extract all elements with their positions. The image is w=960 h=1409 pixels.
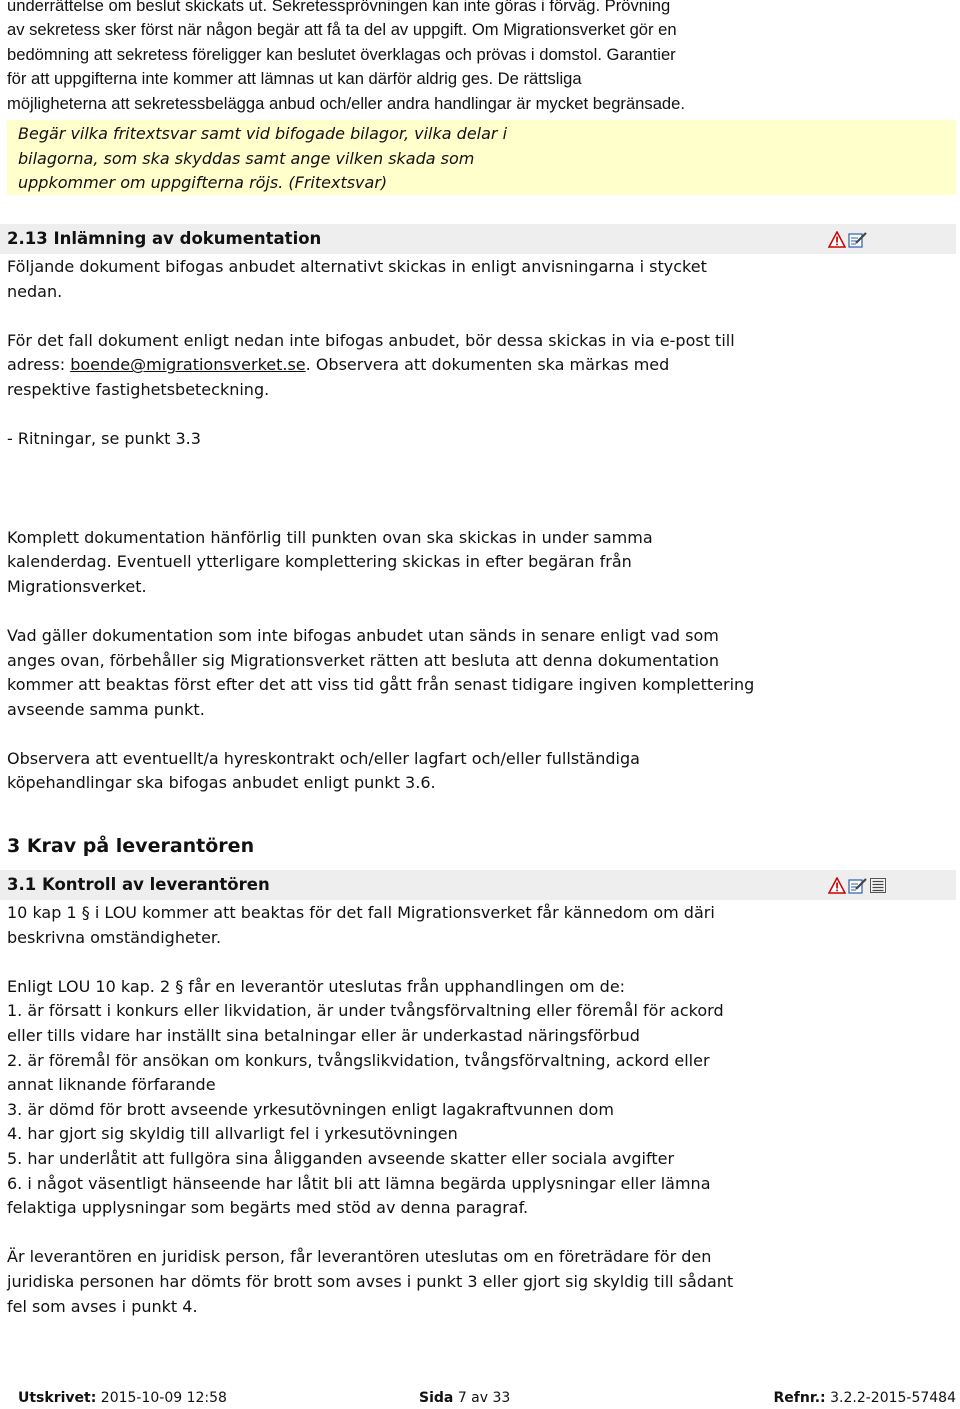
- text-line: av sekretess sker först när någon begär att få ta del av uppgift. Om Migrationsverket gör en: [7, 20, 677, 40]
- footer-value: 2015-10-09 12:58: [100, 1390, 227, 1406]
- text-line: beskrivna omständigheter.: [7, 927, 222, 947]
- list-item: 5. har underlåtit att fullgöra sina åligganden avseende skatter eller sociala avgifter: [7, 1148, 675, 1168]
- text-line: kommer att beaktas först efter det att viss tid gått från senast tidigare ingiven komplettering: [7, 675, 755, 695]
- footer-label: Refnr.:: [773, 1390, 826, 1406]
- list-item: - Ritningar, se punkt 3.3: [7, 429, 201, 449]
- list-item: eller tills vidare har inställt sina betalningar eller är underkastad näringsförbud: [7, 1025, 640, 1045]
- text-line: underrättelse om beslut skickats ut. Sekretessprövningen kan inte göras i förväg. Prövning: [7, 0, 671, 15]
- list-item: 2. är föremål för ansökan om konkurs, tvångslikvidation, tvångsförvaltning, ackord eller: [7, 1050, 710, 1070]
- text-line: juridiska personen har dömts för brott som avses i punkt 3 eller gjort sig skyldig till sådant: [7, 1271, 734, 1291]
- text-line: Följande dokument bifogas anbudet alternativt skickas in enligt anvisningarna i stycket: [7, 257, 707, 276]
- section-title: 2.13 Inlämning av dokumentation: [7, 229, 322, 248]
- text-line: Enligt LOU 10 kap. 2 § får en leverantör uteslutas från upphandlingen om de:: [7, 976, 626, 996]
- edit-note-icon: [848, 231, 868, 248]
- text-line: Begär vilka fritextsvar samt vid bifogade bilagor, vilka delar i: [18, 124, 508, 143]
- footer-value: 7 av 33: [457, 1390, 511, 1406]
- text-span: . Observera att dokumenten ska märkas med: [305, 355, 670, 375]
- section-2-13-body: [7, 255, 807, 796]
- footer-value: 3.2.2-2015-57484: [830, 1390, 956, 1406]
- text-line: köpehandlingar ska bifogas anbudet enligt punkt 3.6.: [7, 773, 436, 793]
- edit-note-icon: [848, 877, 868, 894]
- section-icons: [828, 877, 886, 894]
- list-item: annat liknande förfarande: [7, 1075, 216, 1095]
- text-line: respektive fastighetsbeteckning.: [7, 379, 270, 399]
- text-line: För det fall dokument enligt nedan inte bifogas anbudet, bör dessa skickas in via e-post till: [7, 330, 735, 350]
- text-span: adress:: [7, 355, 71, 375]
- text-line: möjligheterna att sekretessbelägga anbud och/eller andra handlingar är mycket begränsade.: [7, 93, 686, 113]
- warning-icon: [828, 231, 846, 248]
- section-3-1-body: [7, 901, 807, 1319]
- text-line: avseende samma punkt.: [7, 699, 205, 719]
- text-line: för att uppgifterna inte kommer att lämnas ut kan därför aldrig ges. De rättsliga: [7, 69, 582, 89]
- footer-label: Sida: [419, 1390, 454, 1406]
- list-item: 3. är dömd för brott avseende yrkesutövningen enligt lagakraftvunnen dom: [7, 1099, 614, 1119]
- text-line: Vad gäller dokumentation som inte bifogas anbudet utan sänds in senare enligt vad som: [7, 625, 719, 645]
- chapter-heading: 3 Krav på leverantören: [7, 835, 255, 857]
- section-heading-2-13: [0, 224, 956, 254]
- list-item: 1. är försatt i konkurs eller likvidation, är under tvångsförvaltning eller föremål för ackord: [7, 1001, 724, 1021]
- text-line: nedan.: [7, 281, 63, 301]
- list-icon: [870, 877, 886, 894]
- intro-paragraph: [7, 0, 947, 116]
- section-icons: [828, 231, 868, 248]
- text-line: Är leverantören en juridisk person, får leverantören uteslutas om en företrädare för den: [7, 1247, 712, 1267]
- text-line: anges ovan, förbehåller sig Migrationsverket rätten att besluta att denna dokumentation: [7, 650, 719, 670]
- list-item: 6. i något väsentligt hänseende har låtit bli att lämna begärda upplysningar eller lämna: [7, 1173, 711, 1193]
- text-line: uppkommer om uppgifterna röjs. (Fritextsvar): [18, 173, 388, 193]
- help-text-box: [7, 120, 956, 195]
- text-line: bedömning att sekretess föreligger kan beslutet överklagas och prövas i domstol. Garantier: [7, 44, 676, 64]
- text-line: 10 kap 1 § i LOU kommer att beaktas för det fall Migrationsverket får kännedom om däri: [7, 903, 715, 922]
- section-title: 3.1 Kontroll av leverantören: [7, 875, 270, 894]
- text-line: kalenderdag. Eventuell ytterligare komplettering skickas in efter begäran från: [7, 552, 632, 572]
- text-line: Migrationsverket.: [7, 576, 147, 596]
- text-line: [7, 353, 807, 378]
- text-line: Komplett dokumentation hänförlig till punkten ovan ska skickas in under samma: [7, 527, 653, 547]
- list-item: 4. har gjort sig skyldig till allvarligt fel i yrkesutövningen: [7, 1124, 458, 1144]
- text-line: Observera att eventuellt/a hyreskontrakt och/eller lagfart och/eller fullständiga: [7, 748, 640, 768]
- email-link[interactable]: boende@migrationsverket.se: [70, 355, 306, 375]
- text-line: bilagorna, som ska skyddas samt ange vilken skada som: [18, 148, 475, 168]
- list-item: felaktiga upplysningar som begärts med stöd av denna paragraf.: [7, 1198, 529, 1218]
- warning-icon: [828, 877, 846, 894]
- footer-label: Utskrivet:: [18, 1390, 97, 1406]
- section-heading-3-1: [0, 870, 956, 900]
- text-line: fel som avses i punkt 4.: [7, 1296, 198, 1316]
